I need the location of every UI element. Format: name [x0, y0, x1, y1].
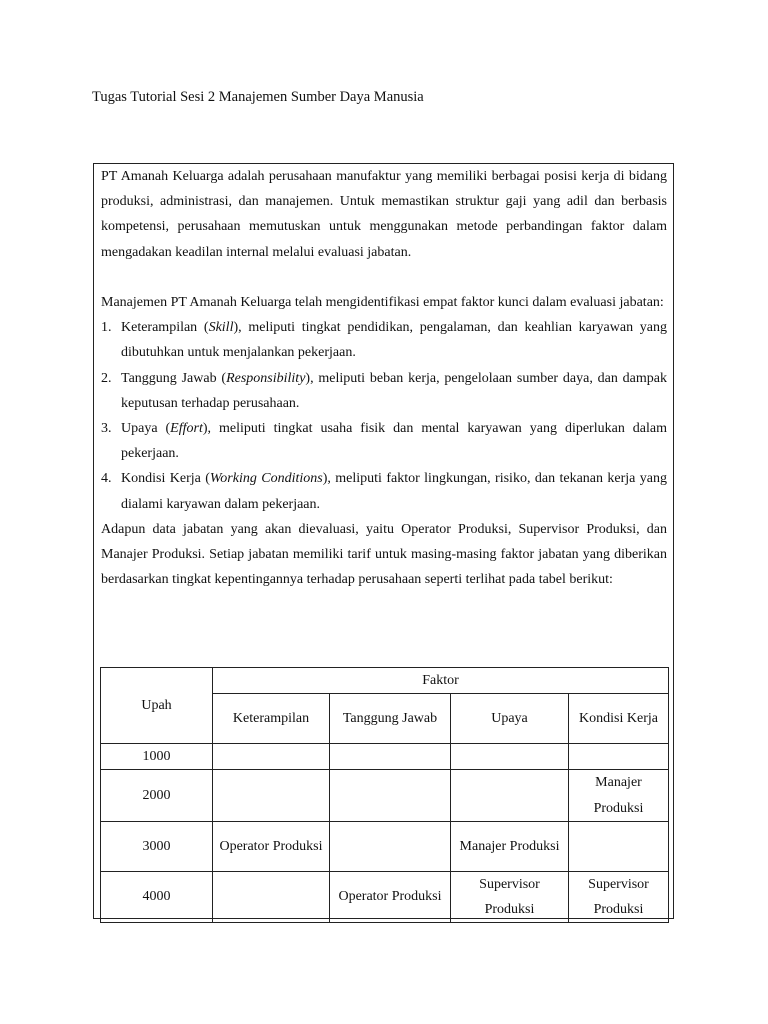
factor-item — [101, 315, 667, 365]
table-cell: Operator Produksi — [213, 821, 330, 871]
factor-name: Kondisi Kerja ( — [121, 471, 210, 487]
table-header-row — [101, 668, 669, 694]
factor-description: ), meliputi beban kerja, pengelolaan sumber daya, dan dampak keputusan terhadap perusahaan. — [121, 370, 667, 411]
table-cell — [569, 744, 669, 770]
document-title: Tugas Tutorial Sesi 2 Manajemen Sumber Daya Manusia — [92, 89, 424, 105]
factor-term: Effort — [170, 421, 203, 437]
factor-comparison-table — [100, 667, 669, 923]
assignment-text — [101, 164, 667, 592]
factor-list — [101, 315, 667, 517]
factor-term: Responsibility — [226, 370, 306, 386]
table-row — [101, 871, 669, 922]
factor-item — [101, 466, 667, 516]
table-cell — [451, 744, 569, 770]
factor-term: Skill — [208, 320, 234, 336]
column-header: Keterampilan — [213, 694, 330, 744]
factor-name: Upaya ( — [121, 421, 171, 437]
column-header: Kondisi Kerja — [569, 694, 669, 744]
table-cell — [451, 770, 569, 821]
table-cell — [330, 821, 451, 871]
table-cell — [213, 744, 330, 770]
table-cell — [330, 744, 451, 770]
table-cell: Manajer Produksi — [451, 821, 569, 871]
upah-cell: 1000 — [101, 744, 213, 770]
factor-description: ), meliputi tingkat pendidikan, pengalaman, dan keahlian karyawan yang dibutuhkan untuk menjalankan pekerjaan. — [121, 320, 668, 361]
table-row — [101, 744, 669, 770]
closing-paragraph: Adapun data jabatan yang akan dievaluasi, yaitu Operator Produksi, Supervisor Produksi, dan Manajer Produksi. Setiap jabatan memiliki tarif untuk masing-masing faktor jabatan yang diberikan berdasarkan tingkat kepentingannya terhadap perusahaan seperti terlihat pada tabel berikut: — [101, 521, 667, 588]
factor-description: ), meliputi faktor lingkungan, risiko, dan tekanan kerja yang dialami karyawan dalam pekerjaan. — [121, 471, 668, 512]
factor-name: Keterampilan ( — [121, 320, 209, 336]
table-row — [101, 821, 669, 871]
factor-number: 2. — [101, 370, 112, 386]
intro-paragraph-2: Manajemen PT Amanah Keluarga telah mengidentifikasi empat faktor kunci dalam evaluasi jabatan: — [101, 295, 664, 310]
assignment-box — [93, 163, 674, 919]
factor-term: Working Conditions — [209, 471, 323, 487]
factor-number: 1. — [101, 320, 112, 336]
upah-header: Upah — [101, 668, 213, 744]
upah-cell: 2000 — [101, 770, 213, 821]
upah-cell: 4000 — [101, 871, 213, 922]
factor-name: Tanggung Jawab ( — [121, 370, 227, 386]
table-cell: Manajer Produksi — [569, 770, 669, 821]
table-cell — [213, 871, 330, 922]
factor-comparison-table-wrap — [100, 667, 668, 923]
table-cell: Supervisor Produksi — [451, 871, 569, 922]
factor-item — [101, 366, 667, 416]
table-cell — [330, 770, 451, 821]
intro-paragraph-1: PT Amanah Keluarga adalah perusahaan manufaktur yang memiliki berbagai posisi kerja di bidang produksi, administrasi, dan manajemen. Untuk memastikan struktur gaji yang adil dan berbasis kompetensi, perusahaan memutuskan untuk menggunakan metode perbandingan faktor dalam mengadakan keadilan internal melalui evaluasi jabatan. — [101, 169, 667, 260]
column-header: Upaya — [451, 694, 569, 744]
table-cell: Operator Produksi — [330, 871, 451, 922]
factor-number: 3. — [101, 421, 112, 437]
table-cell — [569, 821, 669, 871]
table-cell: Supervisor Produksi — [569, 871, 669, 922]
table-cell — [213, 770, 330, 821]
column-header: Tanggung Jawab — [330, 694, 451, 744]
upah-cell: 3000 — [101, 821, 213, 871]
faktor-header: Faktor — [213, 668, 669, 694]
factor-number: 4. — [101, 471, 112, 487]
factor-description: ), meliputi tingkat usaha fisik dan mental karyawan yang diperlukan dalam pekerjaan. — [121, 421, 667, 462]
factor-item — [101, 416, 667, 466]
table-row — [101, 770, 669, 821]
paragraph-gap — [101, 265, 667, 290]
